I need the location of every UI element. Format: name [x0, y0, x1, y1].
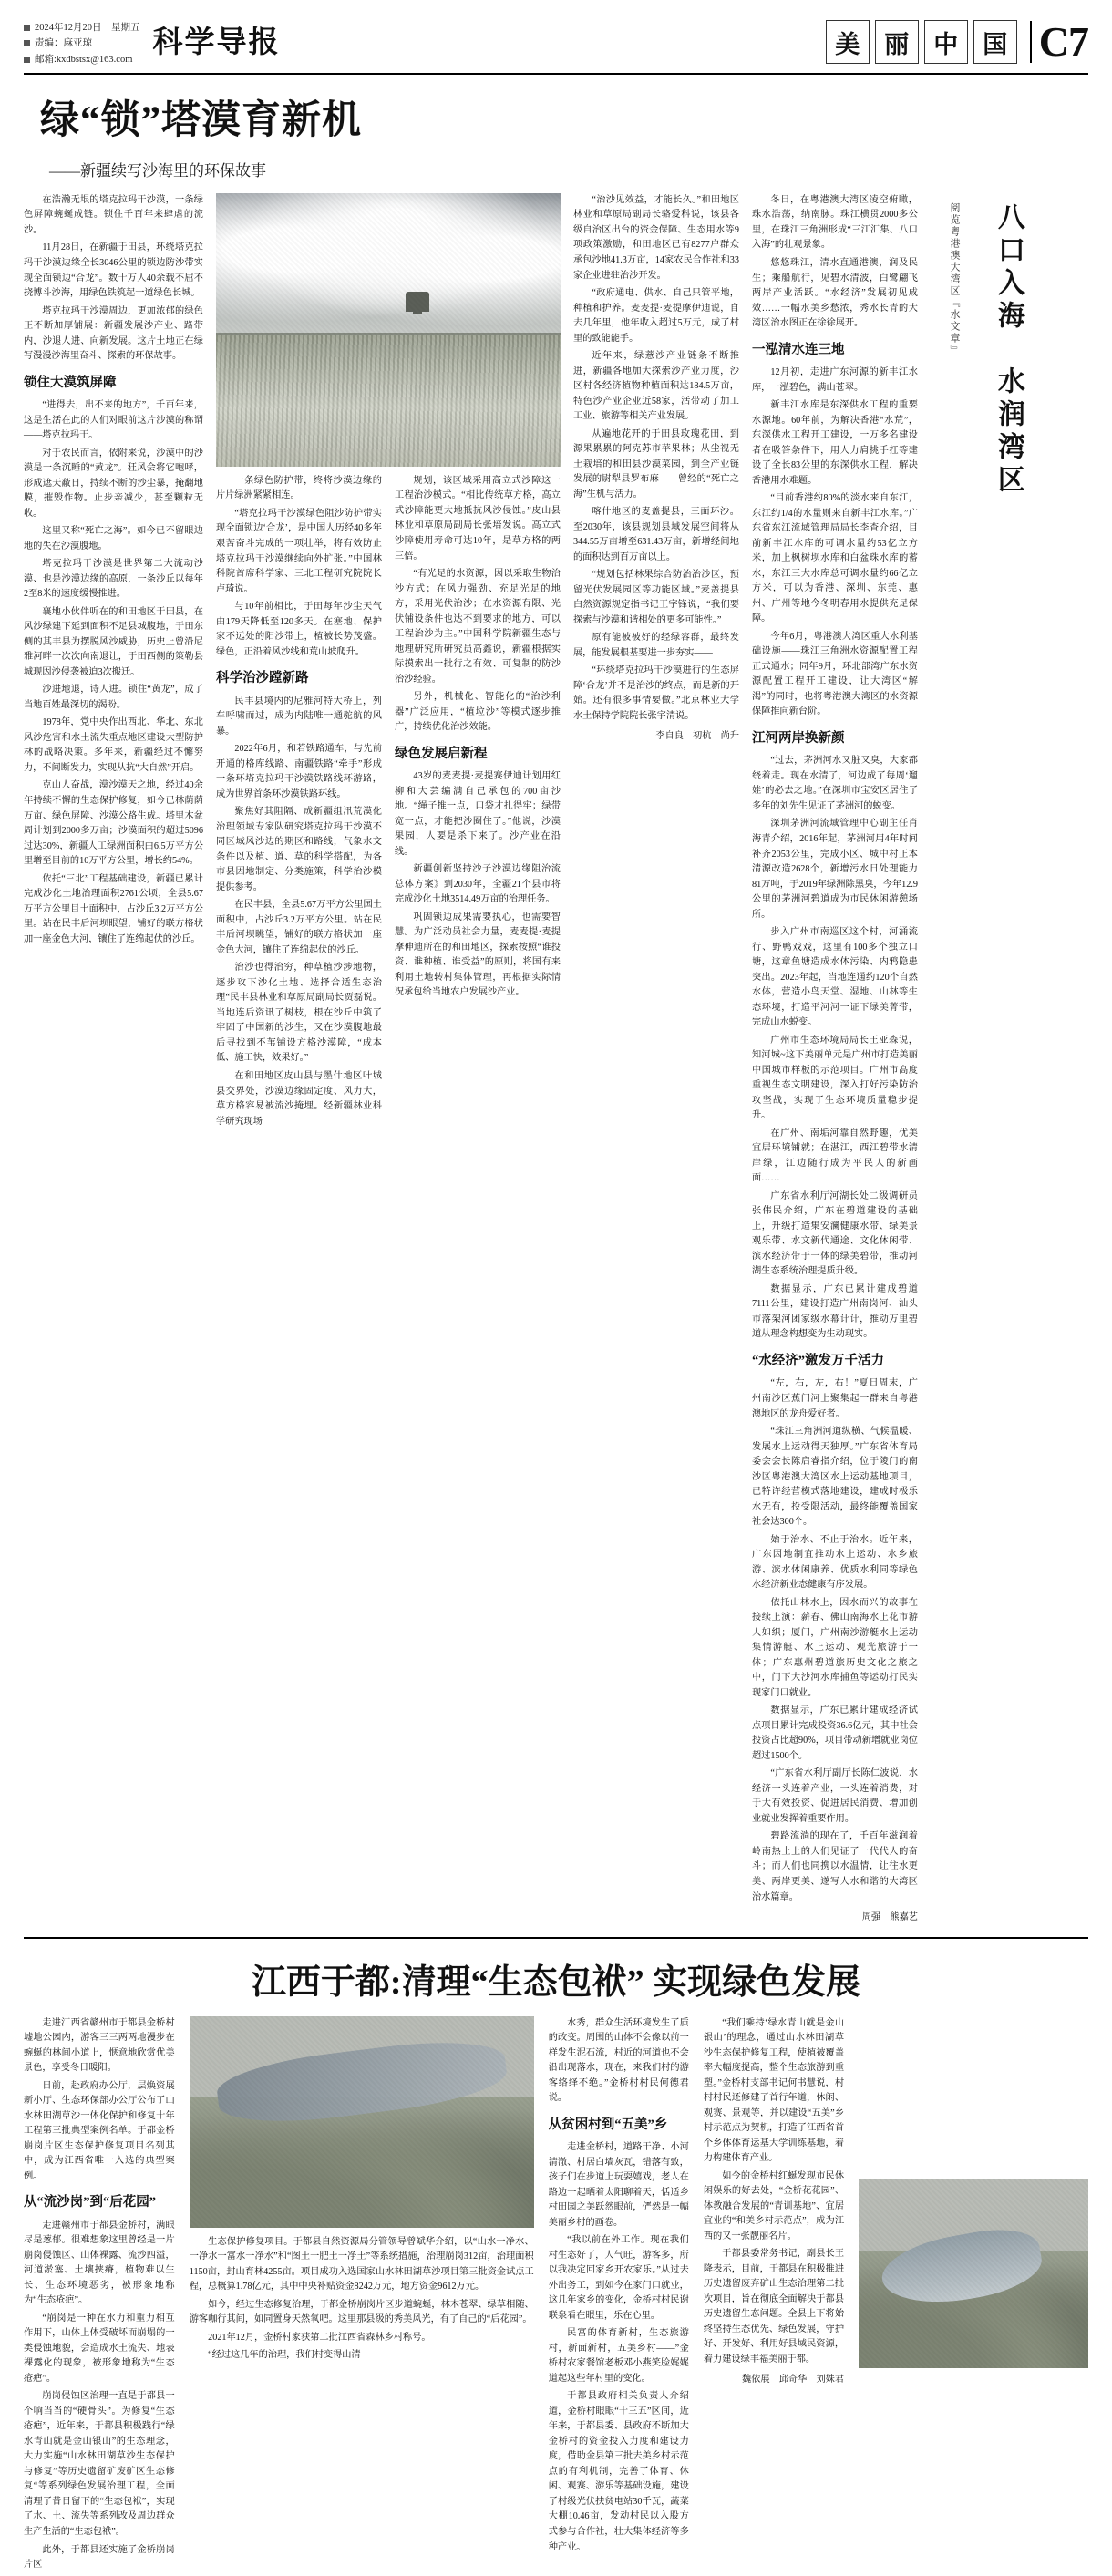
- article1-vertical-title-block: [931, 193, 1040, 1926]
- paragraph: 依托“三北”工程基础建设，新疆已累计完成沙化土地治理面积2761公顷，全县5.67万平方公里目土面积中，占沙丘3.2万平方公里。站在民丰后河坝眼望，铺好的联方格状加一座金色大河，镶住了连绵起伏的沙丘。: [24, 873, 203, 944]
- paragraph: 崩岗侵蚀区治理一直是于都县一个响当当的“硬骨头”。为修复“生态疮疤”，近年来，于都县积极践行“绿水青山就是金山银山”的生态理念，大力实施“山水林田湖草沙生态保护与修复”等历史遗留矿废矿区生态修复“等系列绿色发展治理工程，全面清理了昔日留下的“生态包袱”，实现了水、土、流失等系列改及周边群众生产生活的“生态包袱”。: [24, 2391, 175, 2537]
- paragraph: “过去，茅洲河水又脏又臭，大家都绕着走。现在水清了，河边成了每周‘遛娃’的必去之地。”在深圳市宝安区居住了多年的刘先生见证了茅洲河的蜕变。: [752, 756, 918, 811]
- paragraph: 塔克拉玛干沙漠周边，更加浓郁的绿色正不断加厚铺展：新疆发展沙产业、路带内，沙退人进、向新发展。这片土地正在绿写漫漫沙海里奋斗、探索的环保故事。: [24, 305, 203, 362]
- paragraph: 依托山林水上，因水而兴的故事在接续上演：薪春、佛山南海水上花市游人如织；厦门，广州南沙游艇水上运动集情游艇、水上运动、观光旅游于一体；广东惠州碧道旅历史文化之旅之中，门下大沙河水库捕鱼等运动打民实现家门口就业。: [752, 1597, 918, 1698]
- photo-texture: [190, 2016, 534, 2228]
- article2-col-5-wrap: [859, 2016, 1088, 2576]
- paragraph: 深圳茅洲河流域管理中心副主任肖海青介绍，2016年起，茅洲河用4年时间补齐2053公里，完成小区、城中村正本清源改造2628个，新增污水日处理能力81万吨，于2019年绿洲除黑臭，今年12.9公里的茅洲河碧道成为市民休闲游憩场所。: [752, 819, 918, 920]
- paragraph: “治沙见效益，才能长久。”和田地区林业和草原局副局长骆爱科说，该县各级自治区出台的资金保障、生态用水等9项政策激励，和田地区已有8277户群众承包沙地41.3万亩，14家农民合作社和33家企业进驻治沙开发。: [573, 194, 739, 281]
- paragraph: 走进江西省赣州市于都县金桥村墟地公园内，游客三三两两地漫步在蜿蜒的林间小道上，惬意地欣赏优美景色，享受冬日暖阳。: [24, 2017, 175, 2074]
- paragraph: 塔克拉玛干沙漠是世界第二大流动沙漠、也是沙漠边缘的高原，一条沙丘以每年2至8米的速度缓慢推进。: [24, 559, 203, 600]
- paragraph: 民丰县境内的尼雅河特大桥上，列车呼啸而过，成为内陆唯一通驼航的风暴。: [216, 696, 382, 737]
- paragraph: 新丰江水库是东深供水工程的重要水源地。60年前，为解决香港“水荒”，东深供水工程开工建设，一万多名建设者在吸答条件下，用人力肩挑手扛等建设了全长83公里的东深供水工程，解决香港用水难题。: [752, 400, 918, 486]
- paragraph: “珠江三角洲河道纵横、气候温暖、发展水上运动得天独厚。”广东省体育局委会会长陈启睿指介绍，位于陵门的南沙区粤港澳大湾区水上运动基地项目，已特许经营模式落地建设，建成时极乐水无有，投受限活动，最终能覆盖国家社会达300个。: [752, 1427, 918, 1528]
- bullet-square-icon: [24, 25, 30, 31]
- paragraph: 新疆创新坚持沙子沙漠边缘阻治流总体方案》到2030年，全疆21个县市将完成沙化土地3514.49万亩的治理任务。: [395, 864, 561, 905]
- paragraph: “经过这几年的治理，我们村变得山清: [208, 2350, 361, 2361]
- article1-section-heading: 绿色发展启新程: [395, 746, 488, 761]
- article-bottom: [24, 1953, 1088, 2576]
- paragraph: 于都县政府相关负责人介绍道，金桥村眼眼“十三五”区间，近年来，于都县委、县政府不断加大金桥村的资金投入力度和建设力度，借助金县第三批去美乡村示范点的有利机制，完善了体育、休闲、观赛、游乐等基础设施，建设了村级光伏扶贫电站30千瓦，蔬菜大棚10.46亩，发动村民以入股方式参与合作社，壮大集体经济等多种产业。: [548, 2391, 689, 2552]
- editor-name: 责编：麻亚琼: [35, 38, 92, 49]
- article1-byline: 李自良 初杭 尚升: [655, 731, 739, 742]
- article1-vertical-title: 八口入海 水润湾区: [993, 201, 1024, 498]
- article2-col-2: [190, 2235, 534, 2364]
- paragraph: 广州市生态环境局局长王亚森说，知河城~这下美丽单元是广州市打造美丽中国城市样板的示范项目。广州市高度重视生态文明建设，深入打好污染防治攻坚战，实现了生态环境质量稳步提升。: [752, 1035, 918, 1121]
- article2-col-3: [549, 2016, 689, 2576]
- article2-photo-aerial: [190, 2016, 534, 2228]
- paragraph: 日前，赴政府办公厅，层焕资展新小厅、生态环保部办公厅公布了山水林田湖草沙一体化保护和修复十年工程第三批典型案例名单。于都金桥崩岗片区生态保护修复项目名列其中，成为江西省唯一入选的典型案例。: [24, 2080, 175, 2181]
- paragraph: 悠悠珠江，清水直通港澳，润及民生；乘船航行，见碧水清波，白鹭翩飞两岸产业活跃。“水经济”发展初见成效……一幅水美乡愁浓，秀水长青的大湾区治水图正在徐徐展开。: [752, 258, 918, 329]
- paragraph: 民富的体育新村，生态旅游村，新面新村，五美乡村——”金桥村农家餐馆老板邓小燕笑脸娓娓道起这些年村里的变化。: [548, 2328, 689, 2384]
- article1-col-2: [216, 474, 382, 1132]
- paragraph: 数据显示，广东已累计建成碧道7111公里，建设打造广州南岗河、汕头市落架河团家级水幕计计，推动万里碧道从理念构想变为生动现实。: [752, 1283, 918, 1340]
- paragraph: 始于治水、不止于治水。近年来，广东因地制宜推动水上运动、水乡旅游、滨水休闲康养、优质水利同等绿色水经济新业态健康有序发展。: [752, 1534, 918, 1591]
- paragraph: 在广州、南垢河靠自然野趣，优美宜居环境铺就；在湛江，西江碧带水清岸绿，江边随行成为平民人的新画面……: [752, 1128, 918, 1184]
- paragraph: 此外，于都县还实施了金桥崩岗片区: [24, 2544, 175, 2571]
- paragraph: “广东省水利厅副厅长陈仁波说，水经济一头连着产业，一头连着消费，对于大有效投资、促进居民消费、增加创业就业发挥着重要作用。: [752, 1768, 918, 1824]
- article2-columns: [24, 2016, 1088, 2576]
- paragraph: 水秀，群众生活环境发生了质的改变。周围的山体不会像以前一样发生泥石流，村近的河道也不会沿出现落水，现在，来我们村的游客络绎不绝。”金桥村村民何德君说。: [548, 2017, 689, 2104]
- paragraph: 在民丰县，全县5.67万平方公里国土面积中，占沙丘3.2万平方公里。站在民丰后河坝眺望，铺好的联方格状加一座金色大河，镶住了连绵起伏的沙丘。: [216, 900, 382, 955]
- paragraph: 一条绿色防护带，终将沙漠边缘的片片绿洲紧紧相连。: [216, 475, 382, 501]
- article1-section-heading: 科学治沙蹚新路: [216, 671, 309, 686]
- article2-col-1: [24, 2016, 175, 2576]
- paragraph: “崩岗是一种在水力和重力相互作用下，山体上体受破坏而崩塌的一类侵蚀地貌，会造成水土流失、地表裸露化的现象，被形象地称为“生态疮疤”。: [24, 2313, 175, 2384]
- paragraph: “我们乘持‘绿水青山就是金山银山’的理念，通过山水林田湖草沙生态保护修复工程，使植被覆盖率大幅度提高，整个生态旅游到重塑。”金桥村支部书记何书慧说，村村村民还修建了首行年道，休闲、观赛、景观等，并以建设“五美”乡村示范点为契机，打造了江西省首个乡体体育运基大学训练基地，着力构建体育产业。: [703, 2017, 845, 2164]
- paragraph: 与10年前相比，于田每年沙尘天气由179天降低至120多天。在塞地、保护家不远处的阳沙带上，植被长势茂盛。绿色，正沿着风沙线和荒山坡爬升。: [216, 602, 382, 657]
- article1-subhead: ——新疆续写沙海里的环保故事: [49, 161, 266, 180]
- paragraph: 在浩瀚无垠的塔克拉玛干沙漠，一条绿色屏障蜿蜒成链。锁住千百年来肆虐的流沙。: [24, 194, 203, 235]
- page-number: C7: [1030, 21, 1088, 63]
- bullet-square-icon: [24, 57, 30, 63]
- paragraph: 生态保护修复项目。于都县自然资源局分管领导曾斌华介绍，以“山水一净水、一净水一富水一净水”和“图土一肥土一净土”等系统措施，治理崩岗312亩，治理面积1150亩，封山育林4255亩。项目成功入选国家山水林田湖草沙项目第三批资金试点工程，总概算1.78亿元，其中中央补贴资金8242万元，地方资金9612万元。: [189, 2236, 534, 2293]
- masthead-left: [24, 16, 281, 67]
- article2-byline: 魏依展 邱奇华 刘姝君: [741, 2375, 845, 2385]
- article2-section-heading: 从“流沙岗”到“后花园”: [24, 2195, 156, 2210]
- paragraph: 冬日，在粤港澳大湾区凌空俯瞰，珠水浩荡，纳南脉。珠江横贯2000多公里，在珠江三角洲形成“三江汇集、八口入海”的壮观景象。: [752, 194, 918, 251]
- paragraph: 2022年6月，和若铁路通车，与先前开通的格库线路、南疆铁路“牵手”形成一条环塔克拉玛干沙漠铁路线环游路，成为世界首条环沙漠铁路环线。: [216, 744, 382, 799]
- article1-headline: 绿“锁”塔漠育新机: [40, 98, 362, 142]
- paragraph: “有光足的水资源，因以采取生物治沙方式；在风力强劲、充足光足的地方，采用光伏治沙；在水资源有限、光伏铺设条件也达不到要求的地方，可以工程治沙为主。”中国科学院新疆生态与地理研究所研究员高鑫说，新疆根据实际摸索出一批行之有效、可复制的防沙治沙经验。: [395, 569, 561, 685]
- article1-section-heading: 锁住大漠筑屏障: [24, 375, 117, 390]
- bullet-square-icon: [24, 40, 30, 46]
- paragraph: 对于农民而言，依附来说，沙漠中的沙漠是一条沉睡的“黄龙”。狂风会将它咆哮，形成遮天蔽日，持续不断的沙尘暴，掩翻地膜，摧毁作物。止步亲减少，甚至颗粒无收。: [24, 448, 203, 519]
- photo-texture: [216, 193, 561, 467]
- section-char-4: 国: [973, 20, 1017, 64]
- paragraph: “目前香港约80%的淡水来自东江，东江约1/4的水量则来自新丰江水库。”广东省东江流域管理局局长李查介绍，目前新丰江水库的可调水量约53亿立方米，加上枫树坝水库和白盆珠水库的蓄水，东江三大水库总可调水量约66亿立方米，可以为香港、深圳、东莞、惠州、广州等地今冬明春用水提供充足保障。: [752, 493, 918, 624]
- article1-section-heading: 江河两岸换新颜: [752, 730, 845, 746]
- section-char-3: 中: [924, 20, 968, 64]
- paragraph: 43岁的麦麦提·麦提赛伊迪计划用红柳和大芸编满自己承包的700亩沙地。“绳子推一点，口袋才扎得牢；绿带宽一点，才能把沙圈住了。”他说，沙漠果园，人要是杀下来了。沙产业在沿线。: [395, 771, 561, 857]
- article1-col-2-wrap: [216, 193, 561, 1926]
- paragraph: 这里又称“死亡之海”。如今已不留眼边地的失在沙漠腹地。: [24, 526, 203, 551]
- paragraph: “塔克拉玛干沙漠绿色阻沙防护带实现全面锁边‘合龙’，是中国人历经40多年艰苦奋斗完成的一项壮举，将有效防止塔克拉玛干沙漠继续向外扩张。”中国林科院首席科学家、三北工程研究院院长卢琦说。: [216, 508, 382, 594]
- section-divider: [24, 1937, 1088, 1939]
- paragraph: “规划包括林果综合防治治沙区，预留光伏发展园区等功能区域。”麦盖提县白然资源规定指书记王宇锋说，“我们要探索与沙漠和谐相处的更多可能性。”: [573, 570, 739, 625]
- paragraph: 于都县委常务书记，副县长王降表示，目前，于都县在积极推进历史遗留废弃矿山生态治理第二批次项目，旨在彻底全面解决于都县历史遗留生态问题。全县上下将始终坚持生态优先、绿色发展，守护好、开发好、利用好县域民资源，着力建设绿丰福美丽于都。: [703, 2249, 845, 2365]
- paragraph: 另外，机械化、智能化的“治沙利器”广泛应用，“植垃沙”等模式逐步推广，持续优化治沙效能。: [395, 692, 561, 733]
- paragraph: 治沙也得治穷，种草植沙涉地物，逐步攻下沙化土地、选择合适生态治理“民丰县林业和草原局副局长贾磊说。当地连后资讯了树枝，根在沙丘中筑了牢固了中国新的沙生，又在沙漠腹地最后寻找到不苇铺设方格沙漠障，“成本低、施工快，效果好。”: [216, 963, 382, 1064]
- section-char-2: 丽: [875, 20, 919, 64]
- paragraph: 原有能被被好的经绿容群，最终发展，能发展根基要进一步夯实——: [573, 633, 739, 658]
- paragraph: 步入广州市南巡区这个村，河涌流行、野鸭戏戏，这里有100多个独立口塘，这章鱼塘造成水体污染、内鸦隐患突出。2023年起，当地连通约120个自然水体，营造小鸟天堂、湿地、山林等生态环境，打造平河河一证下绿美菁带，完成山水蜕变。: [752, 927, 918, 1028]
- paragraph: 碧路流淌的现在了，千百年滋润着岭南热土上的人们见证了一代代人的奋斗；而人们也同携以水温情，让往水更美、两岸更美、遂写人水和谐的大湾区治水篇章。: [752, 1831, 918, 1902]
- paragraph: 襄地小伙伴听在的和田地区于田县，在风沙绿建下延到面积不足县城腹地，于田东侧的其丰县为摆脱风沙威胁，历史上曾沿尼雅河畔一次次向南退让，于田西侧的策勒县城现因沙侵袭被迫3次搬迁。: [24, 606, 203, 677]
- article2-photo-lake: [859, 2179, 1088, 2368]
- paragraph: 近年来，绿薏沙产业链条不断推进，新疆各地加大探索沙产业力度，沙区村各经济植物种植面积达184.5万亩，特色沙产业企业近58家，活带动了加工工业、旅游等相关产业发展。: [573, 351, 739, 422]
- paragraph: 如今的金桥村红蜒发现市民休闲娱乐的好去处，“金桥花花园”、体教融合发展的“青训基地”、宜居宜业的“和美乡村示范点”，成为江西的又一张靓丽名片。: [703, 2170, 845, 2241]
- article1-vertical-subtitle: 阅览粤港澳大湾区『水文章』: [948, 201, 960, 356]
- article2-section-heading: 从贫困村到“五美”乡: [548, 2117, 668, 2132]
- paragraph: “我以前在外工作。现在我们村生态好了，人气旺，游客多，所以我决定回家乡开农家乐。”从过去外出务工，到如今在家门口就业，这几年家乡的变化，金桥村村民谢联泉看在眼里，乐在心里。: [548, 2235, 689, 2321]
- paragraph: 数据显示，广东已累计建成经济试点项目累计完成投资36.6亿元，其中社会投资占比超90%，项目带动新增就业岗位超过1500个。: [752, 1705, 918, 1761]
- masthead: [24, 16, 1088, 75]
- paragraph: 11月28日，在新疆于田县，环绕塔克拉玛干沙漠边缘全长3046公里的锁边防沙带实现全面锁边“合龙”。数十万人40余载不屈不挠博斗沙海，用绿色铁筑起一道绿色长城。: [24, 242, 203, 299]
- section-title: [826, 20, 1017, 64]
- paragraph: 如今，经过生态修复治理，于都金桥崩岗片区步道蜿蜒，林木苍翠、绿草相随、游客咖行其间，如同置身天然氧吧。这里那县级的秀美风光，有了自己的“后花园”。: [189, 2299, 534, 2325]
- paragraph: 2021年12月，金桥村家获第二批江西省森林乡村称号。: [208, 2332, 431, 2343]
- article1-columns: [24, 193, 1088, 1926]
- paragraph: 1978年，党中央作出西北、华北、东北风沙危害和水土流失重点地区建设大型防护林的战略决策。多年来，新疆经过不懈努力，不间断发力，实现从抗“大自然”开启。: [24, 717, 203, 773]
- article1-col-3: [395, 474, 561, 1132]
- paragraph: “环绕塔克拉玛干沙漠进行的生态屏障‘合龙’并不是治沙的终点，而是新的开始。还有很多事情要做。”北京林业大学水土保持学院院长张宇清说。: [573, 665, 739, 721]
- paragraph: 喀什地区的麦盖提县，三面环沙。至2030年，该县规划县域发展空间将从344.55万亩增至631.43万亩，新增经间地的面积达到百万亩以上。: [573, 507, 739, 562]
- article2-col-2-wrap: [190, 2016, 534, 2576]
- paragraph: 聚焦好其阻隔、成新疆组汛荒漠化治理领域专家队研究塔克拉玛干沙漠不同区域风沙边的期区和路线，气象水文条件以及植、道、草的科学搭配，为各市县因地制定、分类施策，科学治沙模提供参考。: [216, 807, 382, 892]
- article1-col-4: [573, 193, 739, 1926]
- section-char-1: 美: [826, 20, 870, 64]
- contact-email: 邮箱:kxdbstsx@163.com: [35, 54, 133, 65]
- paragraph: 从遍地花开的于田县玫瑰花田，到源果累累的阿克苏市苹果林；从尘视无土栽培的和田县沙漠菜园，到全产业链发展的尉犁县罗布麻——曾经的“死亡之海”生机与活力。: [573, 428, 739, 500]
- article2-headline: 江西于都:清理“生态包袱” 实现绿色发展: [251, 1963, 861, 2002]
- masthead-meta: [24, 16, 140, 67]
- paragraph: “进得去，出不来的地方”，千百年来，这是生活在此的人们对眼前这片沙漠的称谓——塔克拉玛干。: [24, 400, 203, 441]
- photo-texture: [859, 2179, 1088, 2368]
- paragraph: 克山人奋战，漠沙漠天之地，经过40余年持续不懈的生态保护修复，如今已林荫荫万亩、绿色屏障、沙漠公路生成。塔里木盆周计划到2000多万亩；沙漠面积的超过5096过达30%，新疆人工绿洲面积由6.5万平方公里增至目前的10万平方公里，增长约54%。: [24, 780, 203, 867]
- paragraph: 走进赣州市于都县金桥村，满眼尽是葱郁。很难想象这里曾经是一片崩岗侵蚀区、山体裸露、流沙四溢，河道淤塞、土壤挟瘠，植物难以生长、生态环境恶劣，被形象地称为“生态疮疤”。: [24, 2220, 175, 2306]
- paragraph: 12月初，走进广东河源的新丰江水库，一泓碧色，满山苍翠。: [752, 367, 918, 393]
- paragraph: 沙进地退，诗人进。锁住“黄龙”，成了当地百姓最深切的渴盼。: [24, 685, 203, 710]
- article1-section-heading: 一泓清水连三地: [752, 342, 845, 357]
- paragraph: 在和田地区皮山县与墨什地区叶城县交界处，沙漠边缘固定度、风力大，草方格容易被流沙掩埋。经新疆林业科学研究现场: [216, 1070, 382, 1127]
- article1-col-1: [24, 193, 203, 1926]
- article1-section-heading: “水经济”激发万千活力: [752, 1354, 884, 1368]
- article1-byline-2: 周强 熊嘉艺: [861, 1912, 918, 1923]
- article2-col-4: [704, 2016, 844, 2576]
- article1-col-5: [752, 193, 918, 1926]
- article-top: [24, 88, 1088, 1926]
- paragraph: 广东省水利厅河湖长处二级调研员张伟民介绍，广东在碧道建设的基础上，升级打造集安澜健康水带、绿美景观乐带、水文新代通途、文化休闲带、滨水经济带于一体的绿美碧带，推动河湖生态系统治理提质升级。: [752, 1190, 918, 1277]
- article1-photo-desert: [216, 193, 561, 467]
- paragraph: 今年6月，粤港澳大湾区重大水利基础设施——珠江三角洲水资源配置工程正式通水；同年9月，环北部湾广东水资源配置工程开工建设，让大湾区“解渴”的同时，也将粤港澳大湾区的水资源保障推向新台阶。: [752, 631, 918, 717]
- paragraph: “政府通电、供水、自己只管平地，种植和护养。麦麦提·麦提摩伊迪说，自去几年里，他年收入超过5万元，成了村里的致能能手。: [573, 288, 739, 344]
- paragraph: 规划，该区域采用高立式沙障这一工程治沙模式。“相比传统草方格，高立式沙障能更大地抵抗风沙侵蚀。”皮山县林业和草原局副局长张培发说。高立式沙障使用寿命可达10年，是草方格的两三倍。: [395, 475, 561, 562]
- paragraph: 巩固锁边成果需要执心，也需要智慧。为广泛动员社会力量，麦麦提·麦提摩伸迪所在的和田地区，探索按照“谁投资、谁种植、谁受益”的原则，将国有来利用土地转村集体管理，再根据实际情况承包给当地农户发展沙产业。: [395, 912, 561, 998]
- publication-date: 2024年12月20日 星期五: [35, 23, 140, 33]
- publication-logo: 科学导报: [152, 26, 281, 59]
- masthead-right: [826, 16, 1088, 64]
- paragraph: “左，右，左，右！”夏日周末，广州南沙区蕉门河上聚集起一群来自粤港澳地区的龙舟爱好者。: [752, 1378, 918, 1419]
- paragraph: 走进金桥村，道路干净、小河清澈、村居白墙灰瓦，错落有致，孩子们在步道上玩耍嬉戏，老人在路边一起晒着太阳聊着天，恬适乡村田园之美跃然眼前，俨然是一幅美丽乡村的画卷。: [548, 2142, 689, 2228]
